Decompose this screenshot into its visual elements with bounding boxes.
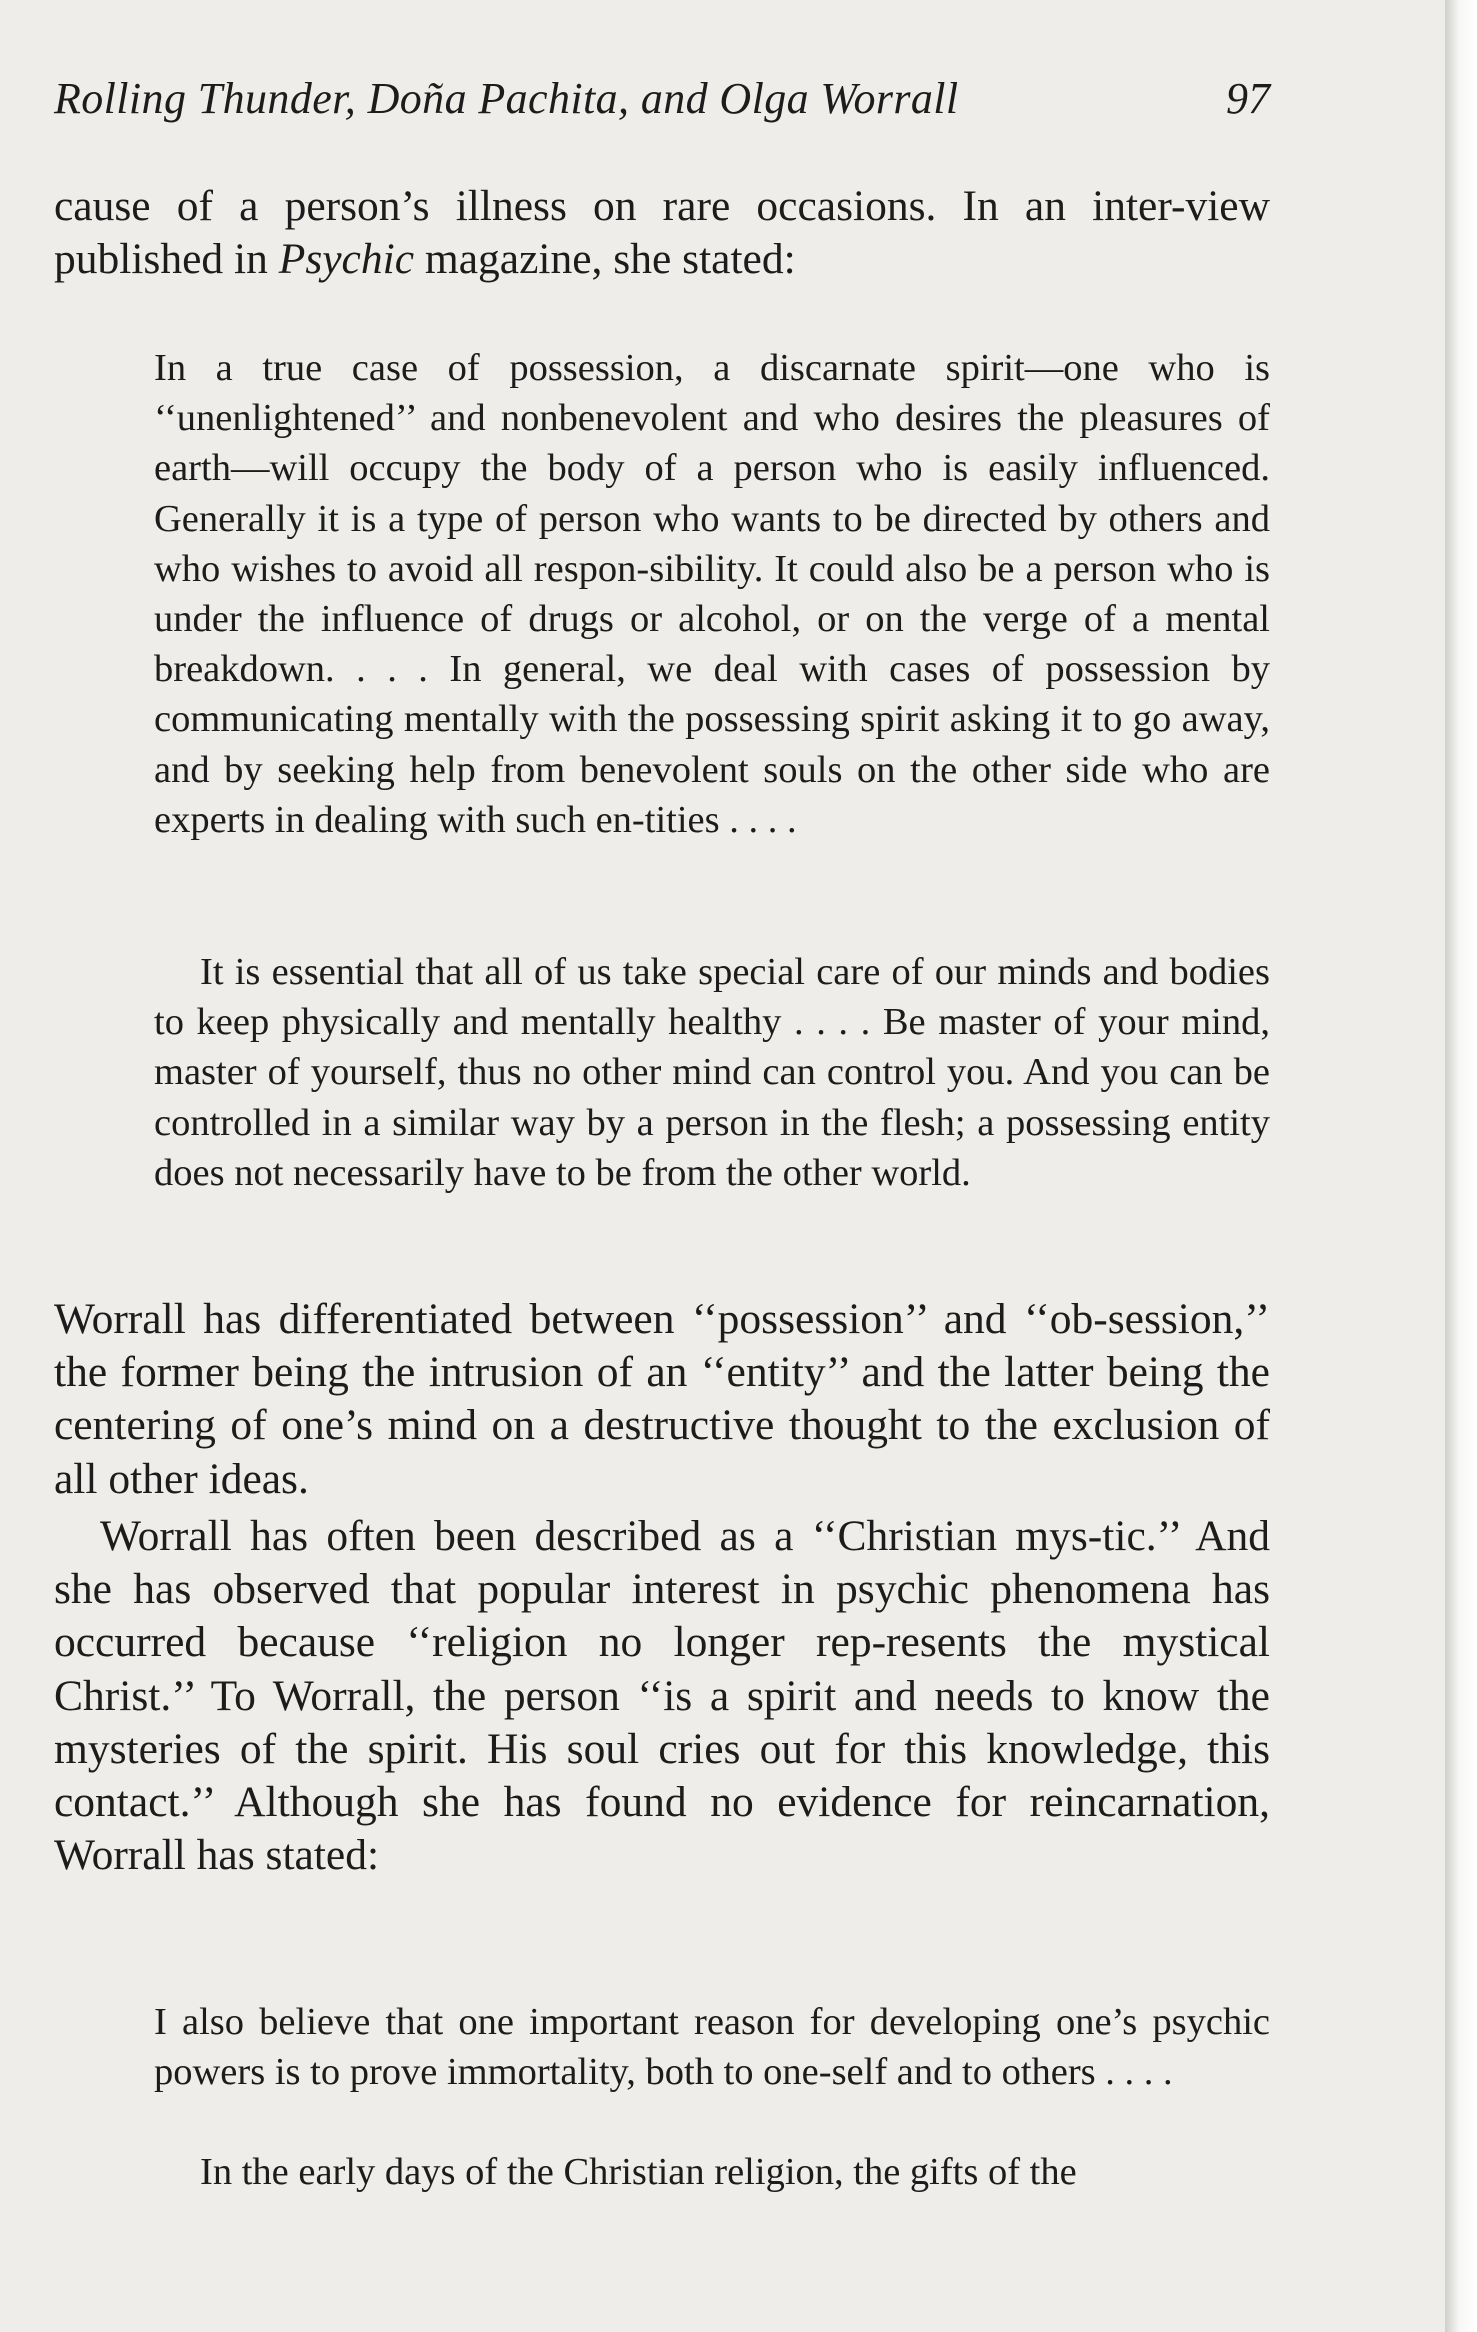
body-paragraph-3: Worrall has often been described as a ‘‘Christian mys-tic.’’ And she has observed that popular interest in psychic phenomena has occurred because ‘‘religion no longer rep-resents the mystical Christ.’’ To Worrall, the person ‘‘is a spirit and needs to know the mysteries of the spirit. His soul cries out for this knowledge, this contact.’’ Although she has found no evidence for reincarnation, Worrall has stated: <box>54 1512 1270 1880</box>
body-paragraph-1 <box>54 180 1270 286</box>
body-paragraph-1-text: cause of a person’s illness on rare occasions. In an inter-view published in <box>54 182 1270 284</box>
body-paragraph-1-end: magazine, she stated: <box>414 235 796 284</box>
body-paragraph-2: Worrall has differentiated between ‘‘possession’’ and ‘‘ob-session,’’ the former being the intrusion of an ‘‘entity’’ and the latter being the centering of one’s mind on a destructive thought to the exclusion of all other ideas. <box>54 1295 1270 1503</box>
block-quote-2-paragraph-1: I also believe that one important reason for developing one’s psychic powers is to prove immortality, both to one-self and to others . . . . <box>154 2001 1270 2094</box>
page-edge <box>1445 0 1477 2332</box>
block-quote-2-paragraph-2: In the early days of the Christian religion, the gifts of the <box>200 2151 1077 2193</box>
running-header <box>54 64 1270 134</box>
block-quote-1-paragraph-1: In a true case of possession, a discarnate spirit—one who is ‘‘unenlightened’’ and nonbenevolent and who desires the pleasures of earth—will occupy the body of a person who is easily influenced. Generally it is a type of person who wants to be directed by others and who wishes to avoid all respon-sibility. It could also be a person who is under the influence of drugs or alcohol, or on the verge of a mental breakdown. . . . In general, we deal with cases of possession by communicating mentally with the possessing spirit asking it to go away, and by seeking help from benevolent souls on the other side who are experts in dealing with such en-tities . . . . <box>154 347 1270 841</box>
magazine-title: Psychic <box>278 235 415 284</box>
block-quote-1-paragraph-2: It is essential that all of us take special care of our minds and bodies to keep physically and mentally healthy . . . . Be master of your mind, master of yourself, thus no other mind can control you. And you can be controlled in a similar way by a person in the flesh; a possessing entity does not necessarily have to be from the other world. <box>154 951 1270 1194</box>
page-number: 97 <box>1226 74 1270 123</box>
running-head-title: Rolling Thunder, Doña Pachita, and Olga Worrall <box>54 74 959 123</box>
